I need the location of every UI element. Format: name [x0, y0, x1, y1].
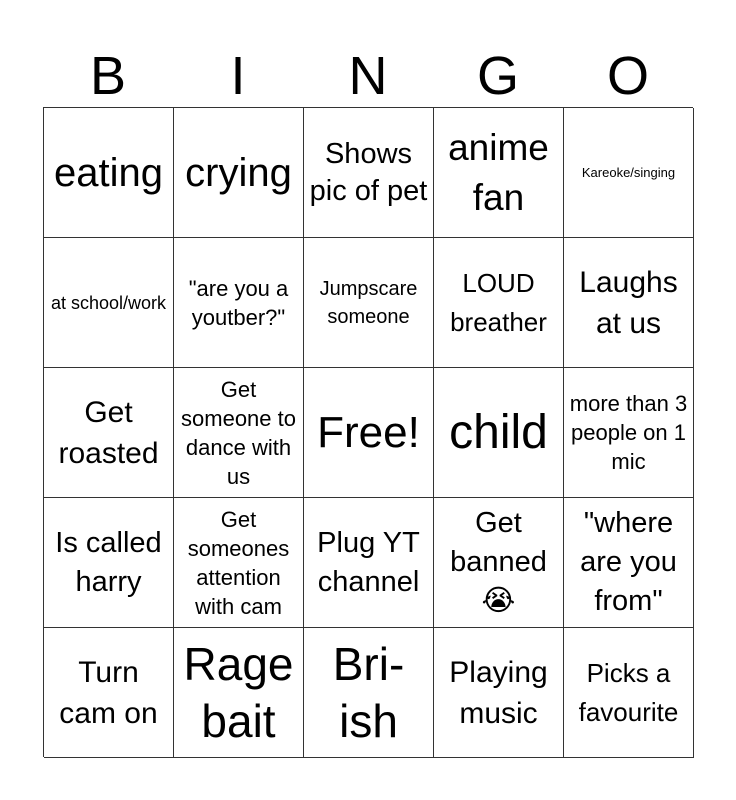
cell-text: child: [449, 405, 548, 459]
cell-text: Shows pic of pet: [309, 137, 428, 207]
header-letter-g: G: [476, 46, 519, 106]
bingo-cell[interactable]: [564, 238, 694, 368]
bingo-cell[interactable]: [564, 368, 694, 498]
cell-text: Bri-ish: [332, 637, 405, 747]
bingo-cell[interactable]: [174, 238, 304, 368]
cell-text: Turn cam on: [59, 655, 158, 730]
cell-text: Get someone to dance with us: [181, 376, 296, 489]
cell-text: at school/work: [50, 292, 167, 313]
cell-text: Jumpscare someone: [319, 277, 418, 328]
bingo-cell[interactable]: [44, 108, 174, 238]
bingo-cell[interactable]: [434, 238, 564, 368]
cell-text: Get banned 😭: [450, 507, 547, 617]
cell-text: Is called harry: [55, 526, 162, 598]
cell-text: Picks a favourite: [578, 657, 679, 727]
bingo-cell[interactable]: [564, 108, 694, 238]
bingo-cell[interactable]: [434, 368, 564, 498]
cell-text: crying: [185, 150, 292, 195]
cell-text: Rage bait: [183, 637, 294, 747]
cell-text: Laughs at us: [579, 265, 678, 340]
header-letter-n: N: [348, 46, 388, 106]
bingo-cell[interactable]: [44, 238, 174, 368]
cell-text: Kareoke/singing: [581, 164, 676, 180]
bingo-cell[interactable]: [434, 628, 564, 758]
bingo-cell[interactable]: [304, 498, 434, 628]
cell-text: Get someones attention with cam: [187, 506, 290, 619]
bingo-cell[interactable]: [174, 108, 304, 238]
bingo-board: [43, 107, 693, 757]
bingo-cell[interactable]: [434, 108, 564, 238]
bingo-cell[interactable]: [564, 628, 694, 758]
bingo-cell[interactable]: [174, 498, 304, 628]
bingo-cell[interactable]: [44, 498, 174, 628]
cell-text: Get roasted: [58, 395, 159, 470]
bingo-header: [43, 44, 693, 108]
cell-text: more than 3 people on 1 mic: [569, 391, 688, 474]
cell-text: "are you a youtber?": [188, 275, 289, 330]
bingo-cell[interactable]: [44, 368, 174, 498]
bingo-cell[interactable]: [304, 108, 434, 238]
bingo-cell[interactable]: [174, 628, 304, 758]
bingo-cell[interactable]: [44, 628, 174, 758]
header-letter-o: O: [606, 46, 649, 106]
cell-text: "where are you from": [580, 507, 677, 617]
cell-text: Plug YT channel: [317, 526, 420, 598]
bingo-cell[interactable]: [304, 368, 434, 498]
bingo-cell[interactable]: [174, 368, 304, 498]
header-letter-i: I: [230, 46, 246, 106]
cell-text: eating: [54, 150, 163, 195]
bingo-cell[interactable]: [564, 498, 694, 628]
cell-text: Free!: [317, 408, 420, 457]
bingo-cell[interactable]: [304, 238, 434, 368]
cell-text: Playing music: [449, 655, 548, 730]
header-letter-b: B: [89, 46, 127, 106]
cell-text: LOUD breather: [450, 267, 547, 337]
cell-text: anime fan: [448, 126, 549, 218]
bingo-cell[interactable]: [304, 628, 434, 758]
bingo-cell[interactable]: [434, 498, 564, 628]
